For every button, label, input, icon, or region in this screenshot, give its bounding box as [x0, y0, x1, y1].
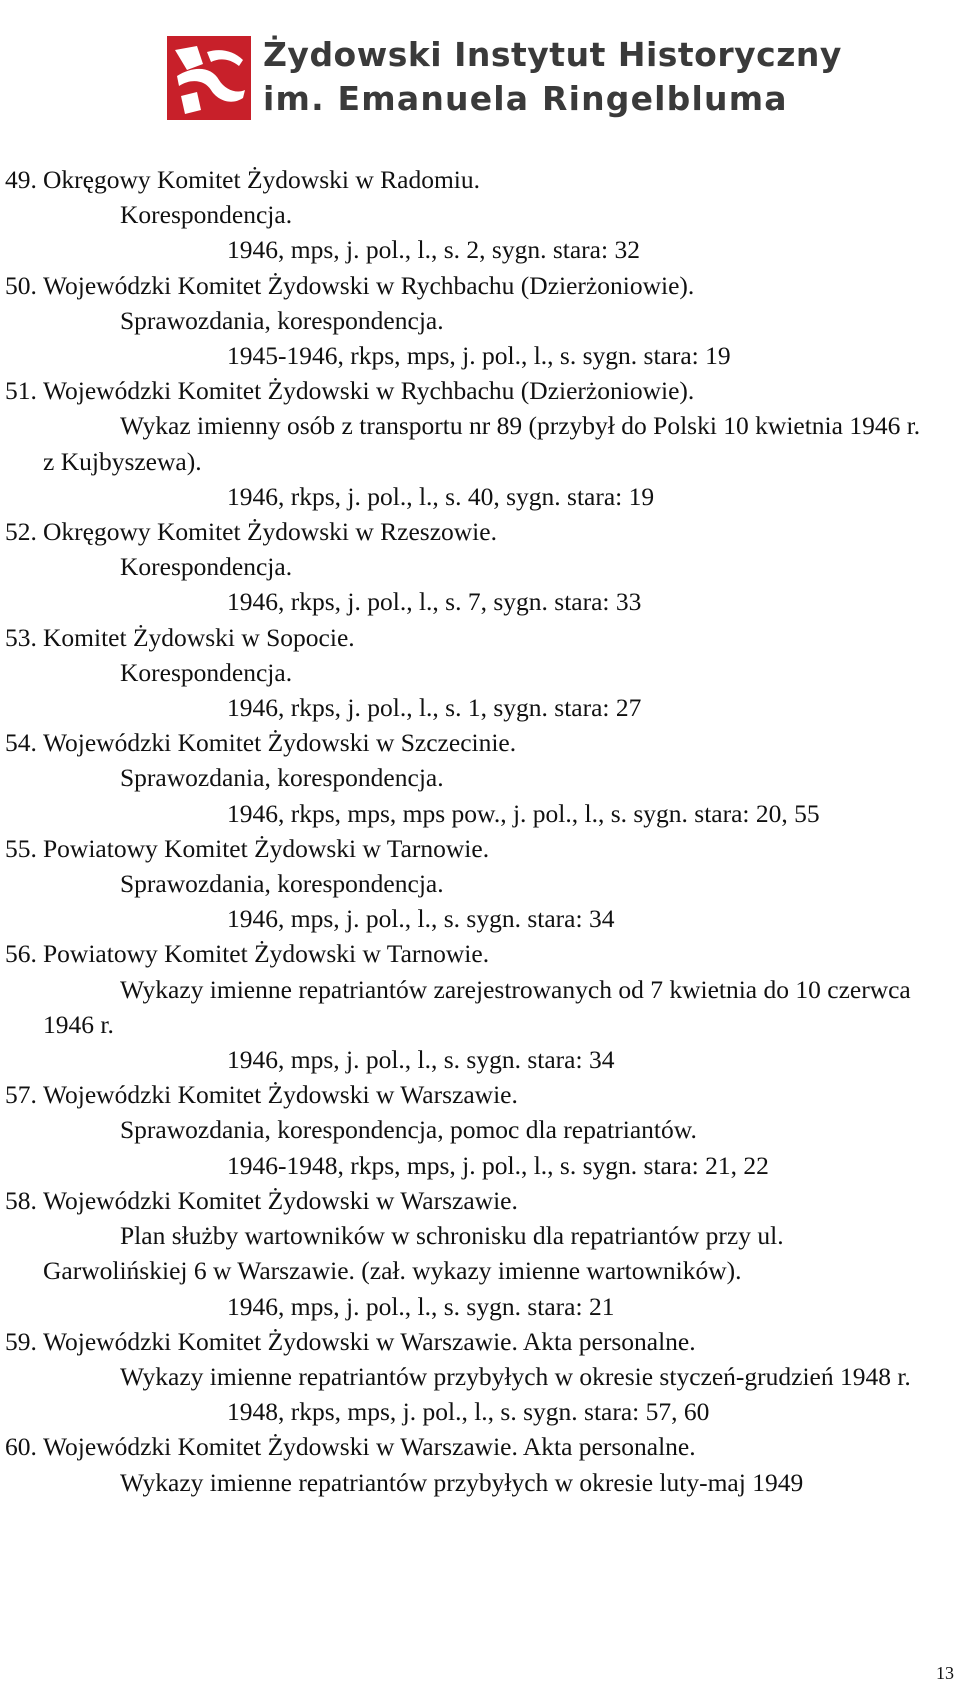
entry-metadata: 1946, mps, j. pol., l., s. sygn. stara: 34	[227, 1045, 615, 1075]
entry-description: Sprawozdania, korespondencja.	[120, 305, 444, 335]
entry-metadata: 1948, rkps, mps, j. pol., l., s. sygn. stara: 57, 60	[227, 1397, 710, 1427]
entry-metadata: 1946, mps, j. pol., l., s. sygn. stara: 34	[227, 904, 615, 934]
entry-number: 53.	[5, 622, 37, 652]
entry-description: Plan służby wartowników w schronisku dla repatriantów przy ul. Garwolińskiej 6 w Warszawie. (zał. wykazy imienne wartowników).	[43, 1221, 784, 1286]
entry-description: Wykazy imienne repatriantów przybyłych w okresie luty-maj 1949	[120, 1467, 804, 1497]
entry-title: Wojewódzki Komitet Żydowski w Rychbachu (Dzierżoniowie).	[43, 376, 695, 406]
entry-description: Wykazy imienne repatriantów zarejestrowanych od 7 kwietnia do 10 czerwca 1946 r.	[43, 974, 911, 1039]
inventory-entry-53	[0, 620, 940, 726]
entry-description: Korespondencja.	[120, 552, 293, 582]
entry-metadata: 1946, rkps, mps, mps pow., j. pol., l., s. sygn. stara: 20, 55	[227, 798, 820, 828]
entry-number: 49.	[5, 165, 37, 194]
entry-number: 59.	[5, 1326, 37, 1356]
entry-metadata: 1946, rkps, j. pol., l., s. 7, sygn. stara: 33	[227, 587, 642, 617]
institute-name	[263, 33, 842, 121]
entry-number: 58.	[5, 1185, 37, 1215]
entry-title: Wojewódzki Komitet Żydowski w Warszawie.	[43, 1080, 518, 1110]
page-number: 13	[936, 1663, 954, 1683]
entry-title: Okręgowy Komitet Żydowski w Rzeszowie.	[43, 517, 497, 547]
entry-description: Korespondencja.	[120, 200, 293, 230]
entry-description: Wykazy imienne repatriantów przybyłych w okresie styczeń-grudzień 1948 r.	[120, 1361, 911, 1391]
inventory-entry-57	[0, 1077, 940, 1183]
institute-name-line2: im. Emanuela Ringelbluma	[263, 79, 788, 118]
inventory-entry-56	[0, 936, 940, 1077]
entry-title: Wojewódzki Komitet Żydowski w Warszawie. Akta personalne.	[43, 1432, 696, 1462]
inventory-entry-59	[0, 1324, 940, 1430]
entry-number: 51.	[5, 376, 37, 406]
inventory-entry-50	[0, 268, 940, 374]
inventory-list	[0, 162, 940, 1500]
inventory-entry-54	[0, 725, 940, 831]
entry-description: Sprawozdania, korespondencja.	[120, 763, 444, 793]
entry-number: 50.	[5, 270, 37, 300]
entry-number: 57.	[5, 1080, 37, 1110]
entry-title: Powiatowy Komitet Żydowski w Tarnowie.	[43, 833, 490, 863]
entry-title: Komitet Żydowski w Sopocie.	[43, 622, 355, 652]
entry-number: 56.	[5, 939, 37, 969]
jewish-historical-institute-logo-icon	[167, 36, 251, 120]
entry-metadata: 1946, rkps, j. pol., l., s. 1, sygn. stara: 27	[227, 693, 642, 723]
inventory-entry-60	[0, 1429, 940, 1499]
entry-description: Sprawozdania, korespondencja.	[120, 869, 444, 899]
inventory-entry-49	[0, 162, 940, 268]
inventory-entry-58	[0, 1183, 940, 1324]
inventory-entry-52	[0, 514, 940, 620]
inventory-entry-51	[0, 373, 940, 514]
entry-number: 55.	[5, 833, 37, 863]
entry-number: 54.	[5, 728, 37, 758]
header	[167, 30, 842, 125]
institute-name-line1: Żydowski Instytut Historyczny	[263, 35, 842, 74]
entry-title: Powiatowy Komitet Żydowski w Tarnowie.	[43, 939, 490, 969]
entry-number: 60.	[5, 1432, 37, 1462]
entry-description: Wykaz imienny osób z transportu nr 89 (przybył do Polski 10 kwietnia 1946 r. z Kujbyszewa).	[43, 411, 921, 476]
entry-metadata: 1946, mps, j. pol., l., s. sygn. stara: 21	[227, 1291, 615, 1321]
entry-description: Sprawozdania, korespondencja, pomoc dla repatriantów.	[120, 1115, 697, 1145]
entry-title: Wojewódzki Komitet Żydowski w Szczecinie.	[43, 728, 517, 758]
entry-metadata: 1945-1946, rkps, mps, j. pol., l., s. sygn. stara: 19	[227, 341, 731, 371]
inventory-entry-55	[0, 831, 940, 937]
entry-description: Korespondencja.	[120, 657, 293, 687]
entry-metadata: 1946, mps, j. pol., l., s. 2, sygn. stara: 32	[227, 235, 640, 265]
entry-number: 52.	[5, 517, 37, 547]
entry-metadata: 1946, rkps, j. pol., l., s. 40, sygn. stara: 19	[227, 481, 655, 511]
entry-title: Wojewódzki Komitet Żydowski w Warszawie. Akta personalne.	[43, 1326, 696, 1356]
entry-title: Okręgowy Komitet Żydowski w Radomiu.	[43, 165, 480, 194]
entry-title: Wojewódzki Komitet Żydowski w Rychbachu (Dzierżoniowie).	[43, 270, 695, 300]
entry-title: Wojewódzki Komitet Żydowski w Warszawie.	[43, 1185, 518, 1215]
entry-metadata: 1946-1948, rkps, mps, j. pol., l., s. sygn. stara: 21, 22	[227, 1150, 769, 1180]
